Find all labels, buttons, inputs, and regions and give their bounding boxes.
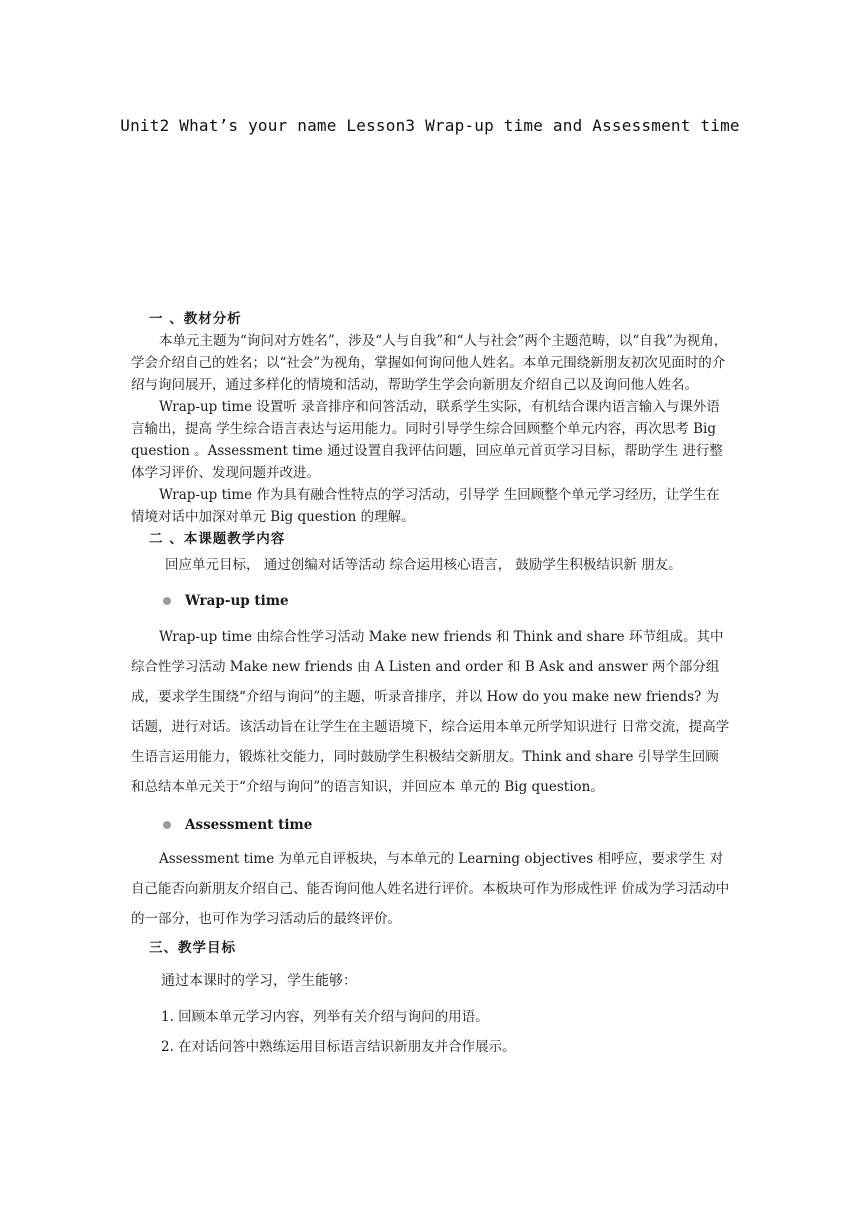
bullet-label: Wrap-up time xyxy=(185,593,289,609)
paragraph: Wrap-up time 作为具有融合性特点的学习活动，引导学 生回顾整个单元学习经历，让学生在情境对话中加深对单元 Big question 的理解。 xyxy=(131,487,720,525)
objectives-intro: 通过本课时的学习，学生能够： xyxy=(161,973,357,989)
section-heading-1: 一 、教材分析 xyxy=(149,311,242,327)
objectives-list xyxy=(131,1002,731,1062)
bullet-dot-icon xyxy=(163,597,171,605)
bullet-heading xyxy=(163,814,731,836)
paragraph: 回应单元目标， 通过创编对话等活动 综合运用核心语言， 鼓励学生积极结识新 朋友。 xyxy=(165,557,682,573)
list-item: 1. 回顾本单元学习内容，列举有关介绍与询问的用语。 xyxy=(161,1009,489,1025)
paragraph: 本单元主题为“询问对方姓名”，涉及“人与自我”和“人与社会”两个主题范畴，以“自我”为视角，学会介绍自己的姓名；以“社会”为视角，掌握如何询问他人姓名。本单元围绕新朋友初次见面时的介绍与询问展开，通过多样化的情境和活动，帮助学生学会向新朋友介绍自己以及询问他人姓名。 xyxy=(131,333,728,393)
bullet-dot-icon xyxy=(163,821,171,829)
document-body xyxy=(131,308,731,1062)
document-title: Unit2 What’s your name Lesson3 Wrap-up time and Assessment time xyxy=(120,116,740,135)
paragraph: Wrap-up time 由综合性学习活动 Make new friends 和 Think and share 环节组成。其中 综合性学习活动 Make new friends 由 A Listen and order 和 B Ask and answer 两个部分组成，要求学生围绕“介绍与询问”的主题，听录音排序，并以 How do you make new friends? 为话题，进行对话。该活动旨在让学生在主题语境下，综合运用本单元所学知识进行 日常交流，提高学生语言运用能力，锻炼社交能力，同时鼓励学生积极结交新朋友。Think and share 引导学生回顾和总结本单元关于“介绍与询问”的语言知识，并回应本 单元的 Big question。 xyxy=(131,629,730,795)
bullet-label: Assessment time xyxy=(185,817,313,833)
bullet-heading xyxy=(163,590,731,612)
section-heading-2: 二 、本课题教学内容 xyxy=(149,531,286,547)
paragraph: Assessment time 为单元自评板块，与本单元的 Learning objectives 相呼应，要求学生 对自己能否向新朋友介绍自己、能否询问他人姓名进行评价。本板块可作为形成性评 价成为学习活动中的一部分，也可作为学习活动后的最终评价。 xyxy=(131,851,730,927)
paragraph: Wrap-up time 设置听 录音排序和问答活动，联系学生实际，有机结合课内语言输入与课外语言输出，提高 学生综合语言表达与运用能力。同时引导学生综合回顾整个单元内容，再次思考 Big question 。Assessment time 通过设置自我评估问题，回应单元首页学习目标，帮助学生 进行整体学习评价、发现问题并改进。 xyxy=(131,399,723,481)
list-item: 2. 在对话问答中熟练运用目标语言结识新朋友并合作展示。 xyxy=(161,1039,516,1055)
section-heading-3: 三、教学目标 xyxy=(149,940,236,956)
